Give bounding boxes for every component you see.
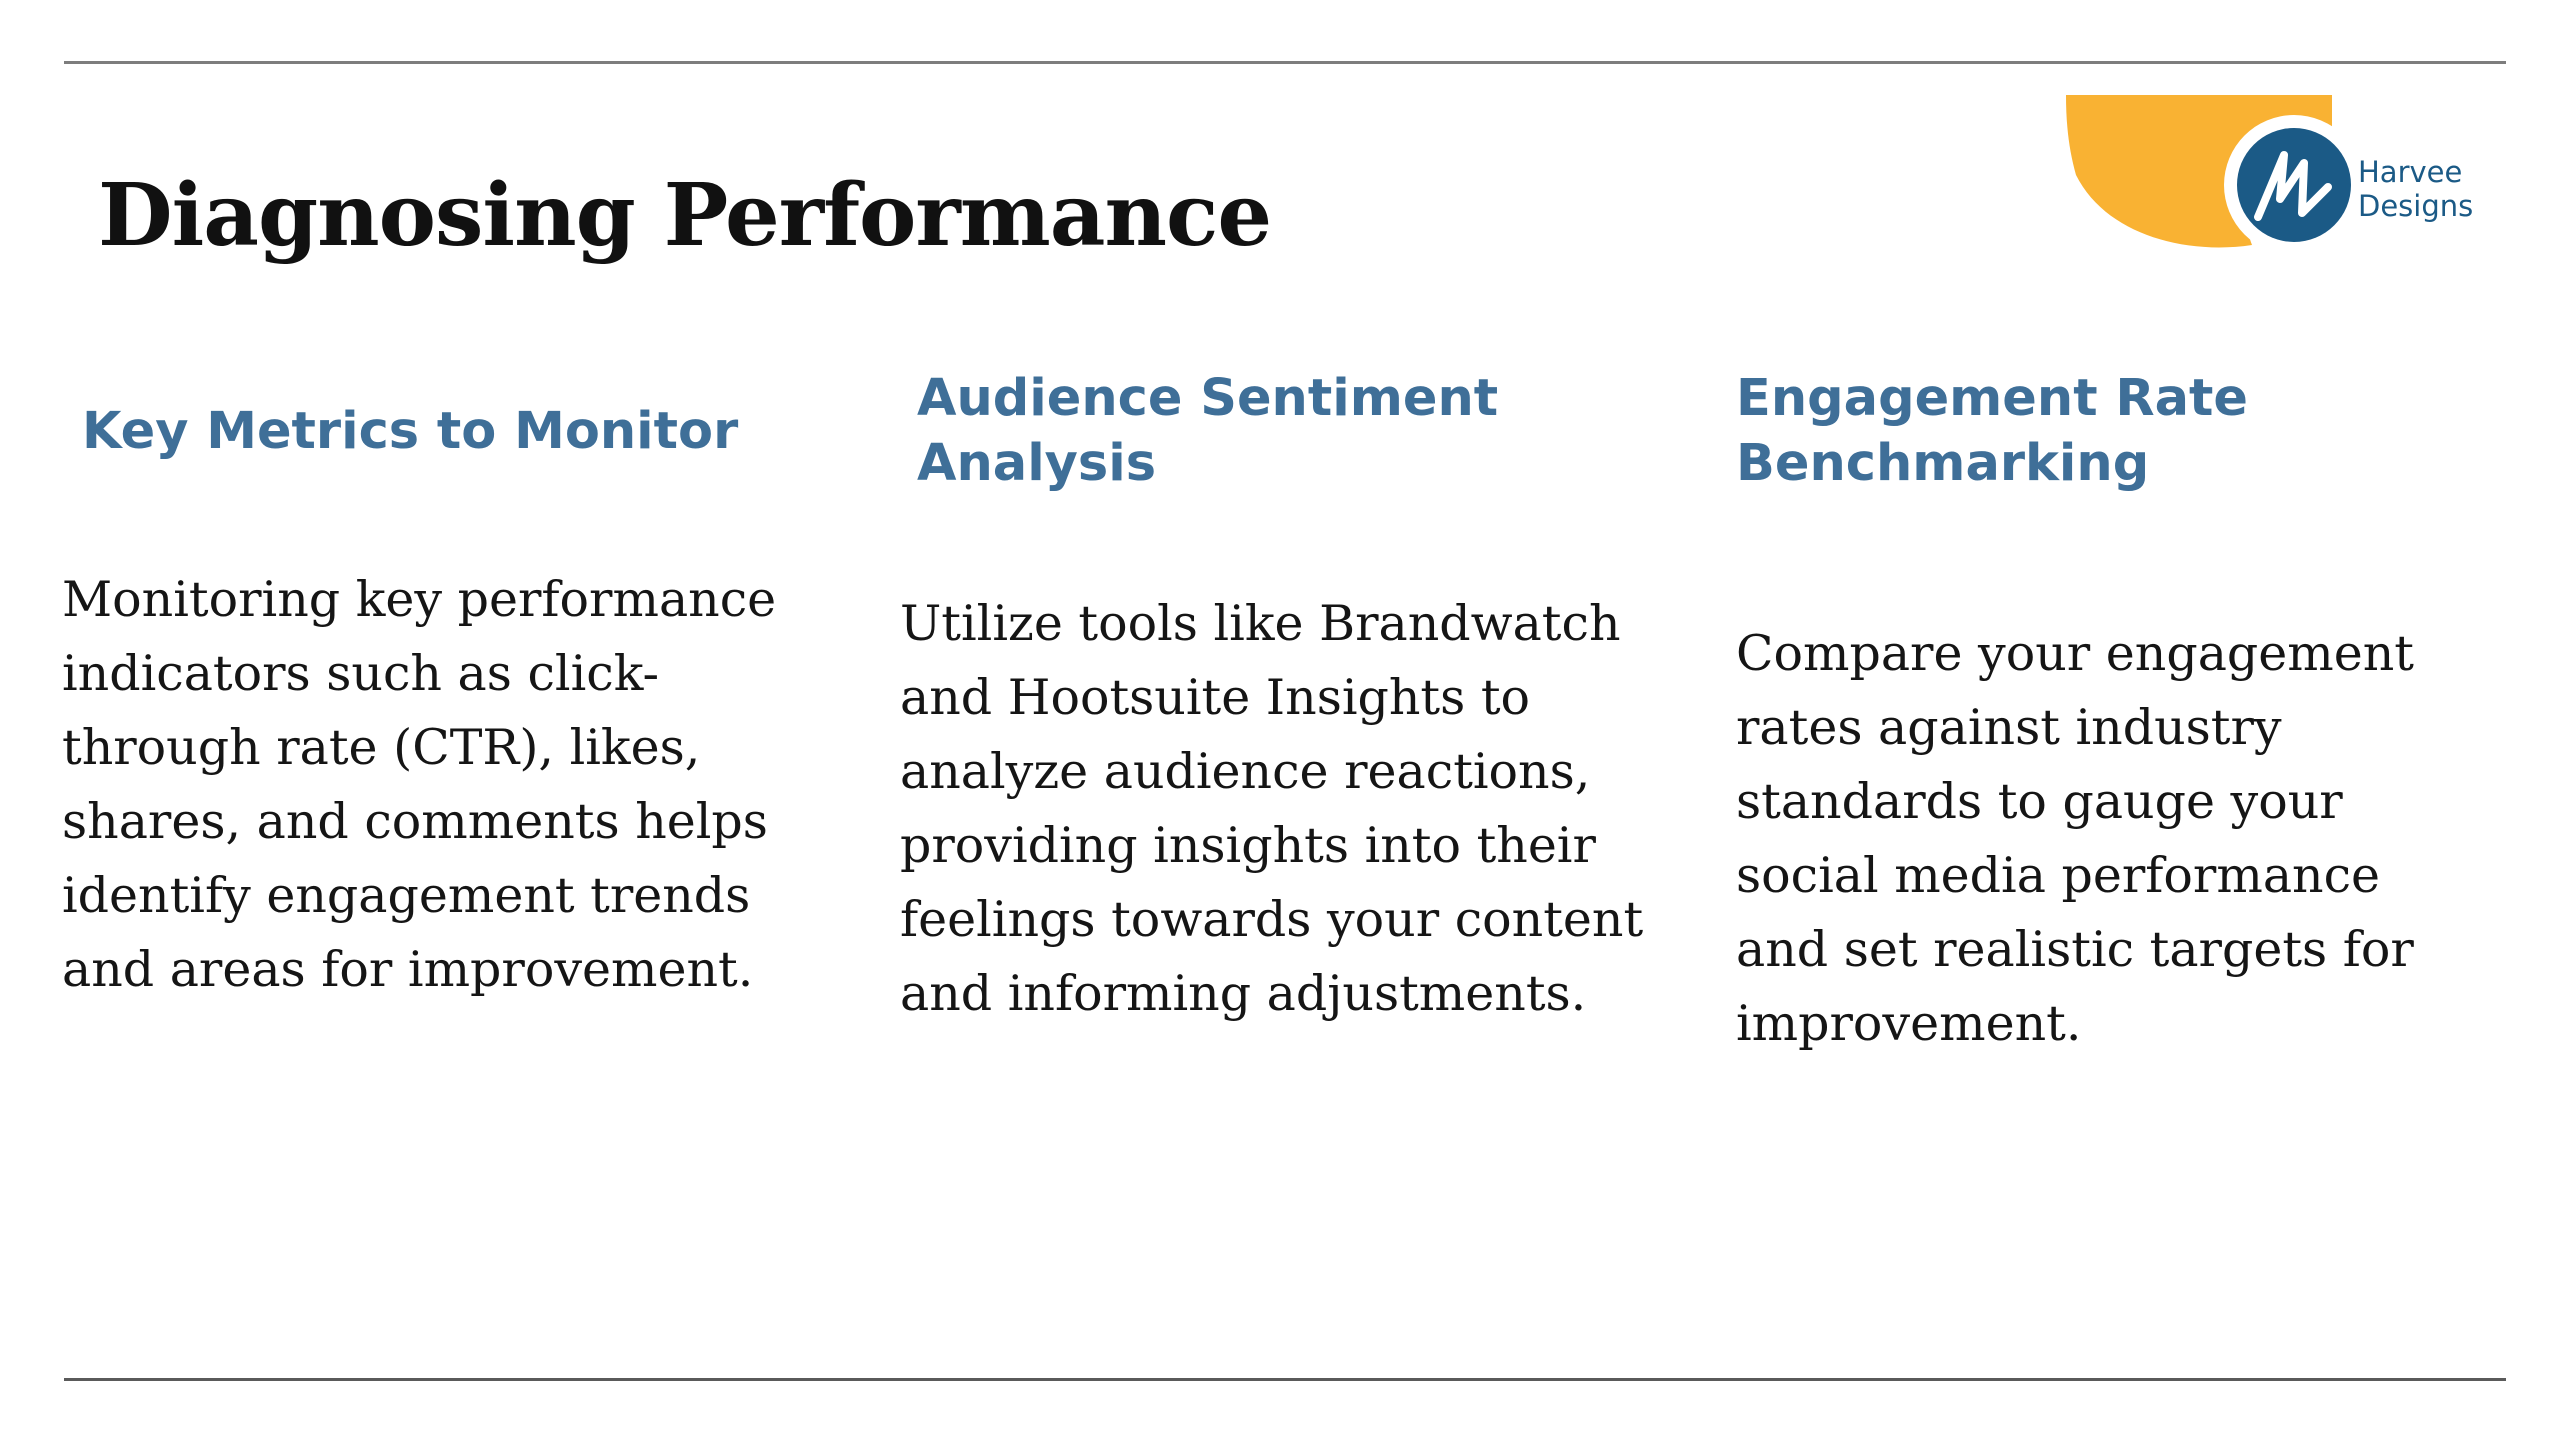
column-heading-audience-sentiment: Audience Sentiment Analysis [917,369,1499,493]
column-heading-key-metrics: Key Metrics to Monitor [82,402,739,461]
slide-title: Diagnosing Performance [98,165,1272,266]
column-body-engagement-benchmarking: Compare your engagement rates against industry standards to gauge your social media performance and set realistic targets for improvement. [1736,625,2414,1052]
logo-wordmark [2358,155,2473,223]
column-heading-engagement-benchmarking: Engagement Rate Benchmarking [1736,369,2248,493]
column-body-key-metrics: Monitoring key performance indicators such as click-through rate (CTR), likes, shares, and comments helps identify engagement trends and areas for improvement. [62,571,777,998]
logo-line-2: Designs [2358,189,2474,223]
logo-line-1: Harvee [2358,155,2463,189]
top-divider [64,61,2506,64]
bottom-divider [64,1378,2506,1381]
column-body-audience-sentiment: Utilize tools like Brandwatch and Hootsuite Insights to analyze audience reactions, providing insights into their feelings towards your content and informing adjustments. [900,595,1644,1022]
harvee-designs-logo [2066,95,2486,255]
